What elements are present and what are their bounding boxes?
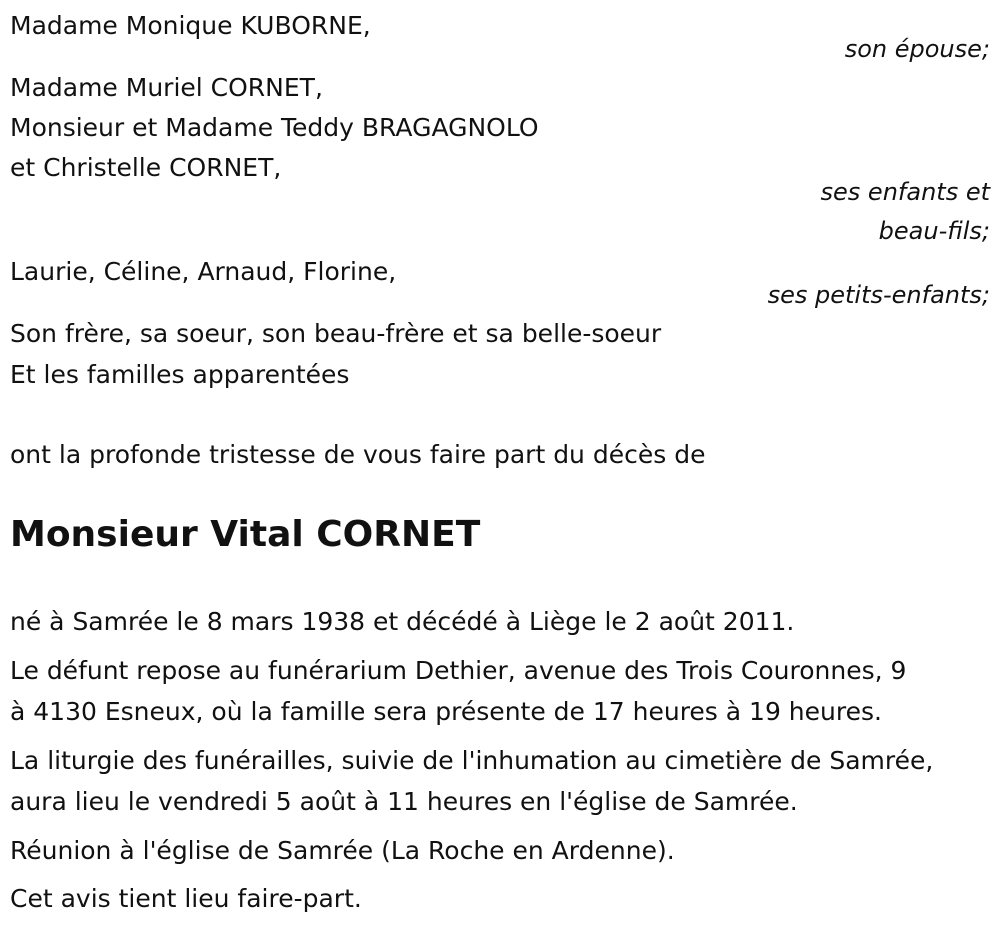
child-name-2: Monsieur et Madame Teddy BRAGAGNOLO (10, 113, 539, 142)
funerarium-line-2: à 4130 Esneux, où la famille sera présente de 17 heures à 19 heures. (10, 697, 882, 726)
liturgy-line-1: La liturgie des funérailles, suivie de l'inhumation au cimetière de Samrée, (10, 746, 934, 775)
grandchildren-role: ses petits-enfants; (767, 281, 990, 309)
child-name-1: Madame Muriel CORNET, (10, 73, 323, 102)
child-name-3: et Christelle CORNET, (10, 153, 282, 182)
children-role-2: beau-fils; (878, 217, 990, 245)
birth-death-line: né à Samrée le 8 mars 1938 et décédé à Liège le 2 août 2011. (10, 607, 795, 636)
relatives-line: Et les familles apparentées (10, 360, 350, 389)
grandchildren-names: Laurie, Céline, Arnaud, Florine, (10, 257, 397, 286)
closing-line: Cet avis tient lieu faire-part. (10, 884, 362, 913)
children-role-1: ses enfants et (820, 178, 990, 206)
funerarium-line-1: Le défunt repose au funérarium Dethier, avenue des Trois Couronnes, 9 (10, 656, 907, 685)
announcement-text: ont la profonde tristesse de vous faire part du décès de (10, 440, 706, 469)
spouse-name: Madame Monique KUBORNE, (10, 11, 371, 40)
siblings-line: Son frère, sa soeur, son beau-frère et sa belle-soeur (10, 319, 662, 348)
liturgy-line-2: aura lieu le vendredi 5 août à 11 heures en l'église de Samrée. (10, 787, 798, 816)
deceased-name: Monsieur Vital CORNET (10, 514, 481, 555)
spouse-role: son épouse; (844, 35, 990, 63)
meeting-line: Réunion à l'église de Samrée (La Roche en Ardenne). (10, 836, 675, 865)
